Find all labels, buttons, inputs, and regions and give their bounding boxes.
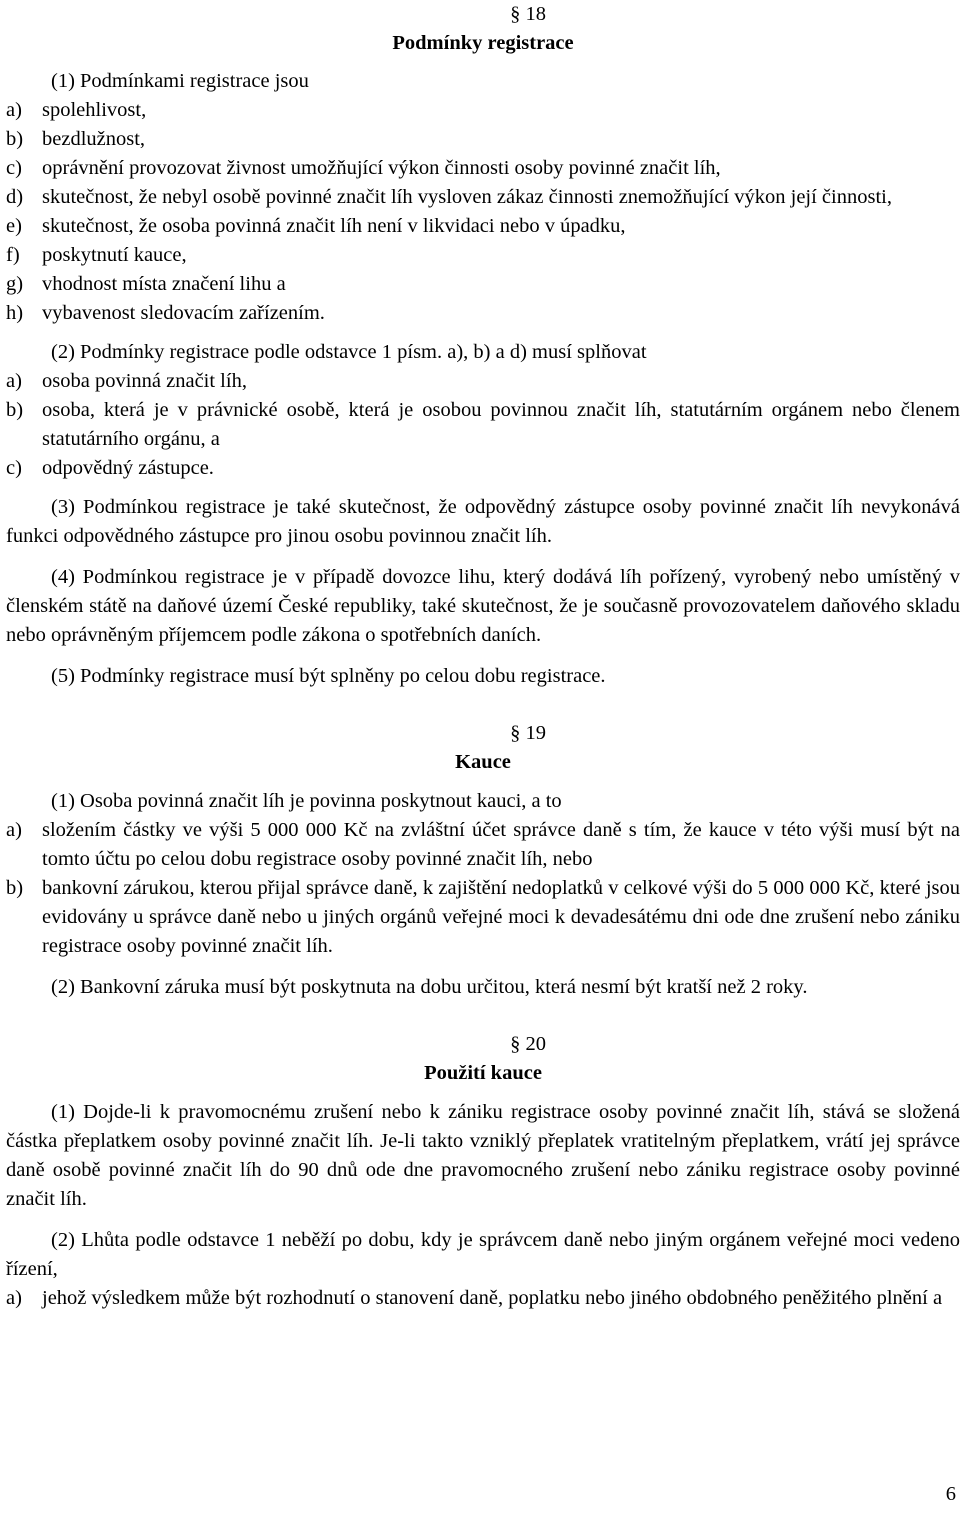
list-item xyxy=(6,299,960,328)
list-item-label: d) xyxy=(6,186,24,208)
s18-p5: (5) Podmínky registrace musí být splněny po celou dobu registrace. xyxy=(51,665,606,687)
list-item xyxy=(6,454,960,483)
list-item-label: a) xyxy=(6,370,22,392)
list-item-label: a) xyxy=(6,819,22,841)
list-item-label: c) xyxy=(6,157,22,179)
s19-p1-list xyxy=(6,816,960,961)
list-item-text: jehož výsledkem může být rozhodnutí o stanovení daně, poplatku nebo jiného obdobného peněžitého plnění a xyxy=(42,1287,943,1309)
s20-p1: (1) Dojde-li k pravomocnému zrušení nebo k zániku registrace osoby povinné značit líh, stává se složená částka přeplatkem osoby povinné značit líh. Je-li takto vzniklý přeplatek vratitelným přeplatkem, vrátí jej správce daně osobě povinné značit líh do 90 dnů ode dne pravomocného zrušení nebo zániku registrace osoby povinné značit líh. xyxy=(6,1101,960,1210)
list-item-text: spolehlivost, xyxy=(42,99,147,121)
list-item-text: složením částky ve výši 5 000 000 Kč na zvláštní účet správce daně s tím, že kauce v této výši musí být na tomto účtu po celou dobu registrace osoby povinné značit líh, nebo xyxy=(42,819,960,870)
s18-p2-intro: (2) Podmínky registrace podle odstavce 1 písm. a), b) a d) musí splňovat xyxy=(51,341,647,363)
list-item xyxy=(6,367,960,396)
list-item-text: bankovní zárukou, kterou přijal správce daně, k zajištění nedoplatků v celkové výši do 5 000 000 Kč, které jsou evidovány u správce daně nebo u jiných orgánů veřejné moci k devadesátému dni ode dne zrušení nebo zániku registrace osoby povinné značit líh. xyxy=(42,877,960,957)
list-item xyxy=(6,874,960,961)
list-item xyxy=(6,270,960,299)
list-item xyxy=(6,816,960,874)
list-item-label: e) xyxy=(6,215,22,237)
section-18-heading xyxy=(372,0,594,58)
list-item-label: g) xyxy=(6,273,24,295)
list-item-label: b) xyxy=(6,399,24,421)
list-item-text: poskytnutí kauce, xyxy=(42,244,187,266)
section-18-title: Podmínky registrace xyxy=(392,32,574,54)
list-item-label: b) xyxy=(6,877,24,899)
list-item-text: vybavenost sledovacím zařízením. xyxy=(42,302,325,324)
s18-p1-intro: (1) Podmínkami registrace jsou xyxy=(51,70,309,92)
list-item-label: a) xyxy=(6,99,22,121)
list-item-label: c) xyxy=(6,457,22,479)
list-item xyxy=(6,212,960,241)
s18-p4: (4) Podmínkou registrace je v případě dovozce lihu, který dodává líh pořízený, vyrobený nebo umístěný v členském státě na daňové území České republiky, také skutečnost, že je současně provozovatelem daňového skladu nebo oprávněným příjemcem podle zákona o spotřebních daních. xyxy=(6,566,960,646)
s18-p1-list xyxy=(6,96,960,328)
section-18-number: § 18 xyxy=(510,3,546,25)
s18-p2-list xyxy=(6,367,960,483)
s18-p3: (3) Podmínkou registrace je také skutečnost, že odpovědný zástupce osoby povinné značit líh nevykonává funkci odpovědného zástupce pro jinou osobu povinnou značit líh. xyxy=(6,496,960,547)
list-item-text: oprávnění provozovat živnost umožňující výkon činnosti osoby povinné značit líh, xyxy=(42,157,721,179)
list-item xyxy=(6,241,960,270)
list-item xyxy=(6,1284,960,1313)
list-item xyxy=(6,154,960,183)
list-item-text: bezdlužnost, xyxy=(42,128,146,150)
list-item-text: skutečnost, že nebyl osobě povinné značit líh vysloven zákaz činnosti znemožňující výkon její činnosti, xyxy=(42,186,892,208)
list-item-label: b) xyxy=(6,128,24,150)
page-number: 6 xyxy=(945,1483,956,1505)
list-item xyxy=(6,96,960,125)
list-item xyxy=(6,396,960,454)
list-item-label: f) xyxy=(6,244,20,266)
section-19-title: Kauce xyxy=(455,751,511,773)
list-item xyxy=(6,125,960,154)
list-item xyxy=(6,183,960,212)
list-item-text: vhodnost místa značení lihu a xyxy=(42,273,286,295)
list-item-text: osoba povinná značit líh, xyxy=(42,370,247,392)
list-item-label: a) xyxy=(6,1287,22,1309)
section-20-number: § 20 xyxy=(510,1033,546,1055)
s20-p2-intro: (2) Lhůta podle odstavce 1 neběží po dobu, kdy je správcem daně nebo jiným orgánem veřejné moci vedeno řízení, xyxy=(6,1229,960,1280)
s19-p1-intro: (1) Osoba povinná značit líh je povinna poskytnout kauci, a to xyxy=(51,790,562,812)
list-item-label: h) xyxy=(6,302,24,324)
list-item-text: odpovědný zástupce. xyxy=(42,457,214,479)
section-20-title: Použití kauce xyxy=(424,1062,542,1084)
document-page xyxy=(6,67,960,1313)
list-item-text: osoba, která je v právnické osobě, která je osobou povinnou značit líh, statutárním orgánem nebo členem statutárního orgánu, a xyxy=(42,399,960,450)
list-item-text: skutečnost, že osoba povinná značit líh není v likvidaci nebo v úpadku, xyxy=(42,215,626,237)
s20-p2-list xyxy=(6,1284,960,1313)
s19-p2: (2) Bankovní záruka musí být poskytnuta na dobu určitou, která nesmí být kratší než 2 roky. xyxy=(51,976,808,998)
section-19-number: § 19 xyxy=(510,722,546,744)
